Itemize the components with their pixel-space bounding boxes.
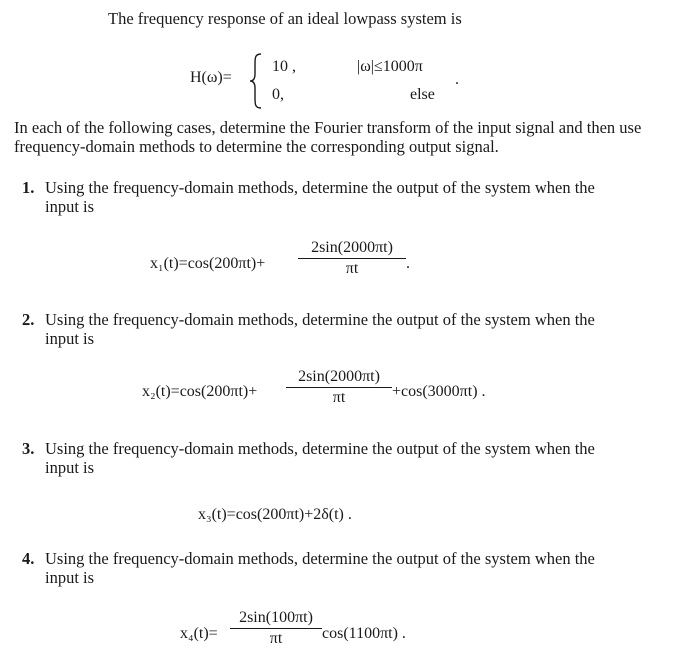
fraction-numerator: 2sin(2000πt) xyxy=(311,239,393,256)
problem-text-line-2: input is xyxy=(45,568,95,587)
equation-lhs: x₁(t)=cos(200πt)+ xyxy=(150,255,266,272)
equation-rest: cos(1100πt) . xyxy=(322,625,406,642)
fraction-bar xyxy=(230,628,322,629)
equation-rest: . xyxy=(406,255,410,272)
fraction-bar xyxy=(286,387,392,388)
problem-text-line-1: Using the frequency-domain methods, determine the output of the system when the xyxy=(45,310,595,329)
problem-text-line-1: Using the frequency-domain methods, determine the output of the system when the xyxy=(45,549,595,568)
equation-fraction xyxy=(298,239,406,278)
equation-full: x₃(t)=cos(200πt)+2δ(t) . xyxy=(198,506,352,523)
equation-end-dot: . xyxy=(455,71,459,88)
problem-text-line-1: Using the frequency-domain methods, determine the output of the system when the xyxy=(45,439,595,458)
instructions-line-1: In each of the following cases, determine the Fourier transform of the input signal and then use xyxy=(14,118,642,137)
problem-number: 2. xyxy=(22,310,35,329)
problem-text-line-2: input is xyxy=(45,197,95,216)
equation-lhs: x₂(t)=cos(200πt)+ xyxy=(142,383,258,400)
equation-lhs: x₄(t)= xyxy=(180,625,218,642)
fraction-numerator: 2sin(100πt) xyxy=(239,609,313,626)
instructions-line-2: frequency-domain methods to determine the corresponding output signal. xyxy=(14,137,499,156)
problem-text-line-1: Using the frequency-domain methods, determine the output of the system when the xyxy=(45,178,595,197)
problem-number: 1. xyxy=(22,178,35,197)
equation-rest: +cos(3000πt) . xyxy=(392,383,486,400)
fraction-denominator: πt xyxy=(345,260,359,277)
fraction-denominator: πt xyxy=(269,630,283,647)
case2-condition: else xyxy=(410,86,435,103)
problem-number: 4. xyxy=(22,549,35,568)
fraction-numerator: 2sin(2000πt) xyxy=(298,368,380,385)
problem-text-line-2: input is xyxy=(45,329,95,348)
fraction-denominator: πt xyxy=(332,389,346,406)
intro-text: The frequency response of an ideal lowpass system is xyxy=(108,9,462,28)
h-omega-lhs: H(ω)= xyxy=(190,69,232,86)
fraction-bar xyxy=(298,258,406,259)
problem-text-line-2: input is xyxy=(45,458,95,477)
case2-value: 0, xyxy=(272,86,284,103)
equation-fraction xyxy=(230,609,322,648)
case1-value: 10 , xyxy=(272,58,296,75)
case1-condition: |ω|≤1000π xyxy=(357,58,423,75)
problem-number: 3. xyxy=(22,439,35,458)
equation-fraction xyxy=(286,368,392,407)
left-brace-icon xyxy=(248,52,264,110)
